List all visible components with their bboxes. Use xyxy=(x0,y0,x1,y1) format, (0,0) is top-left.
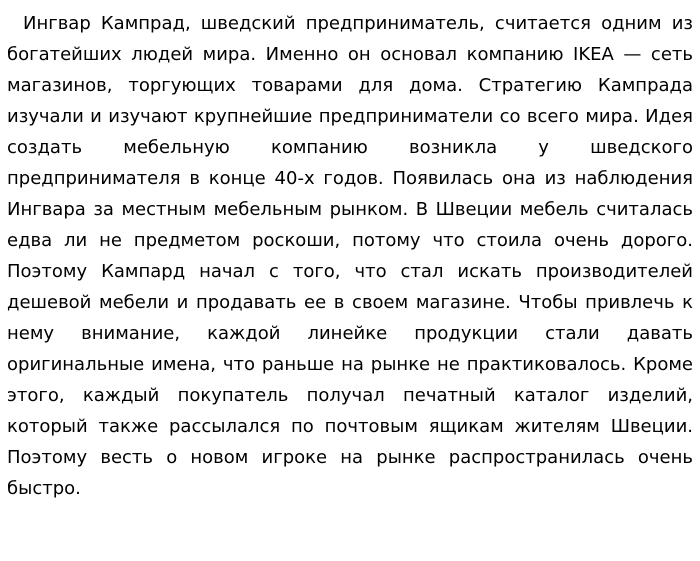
body-paragraph: Ингвар Кампрад, шведский предприниматель, считается одним из богатейших людей мира. Именно он основал компанию IKEA — сеть магазинов, торгующих товарами для дома. Стратегию Кампрада изучали и изучают крупнейшие предприниматели со всего мира. Идея создать мебельную компанию возникла у шведского предпринимателя в конце 40-х годов. Появилась она из наблюдения Ингвара за местным мебельным рынком. В Швеции мебель считалась едва ли не предметом роскоши, потому что стоила очень дорого. Поэтому Кампард начал с того, что стал искать производителей дешевой мебели и продавать ее в своем магазине. Чтобы привлечь к нему внимание, каждой линейке продукции стали давать оригинальные имена, что раньше на рынке не практиковалось. Кроме этого, каждый покупатель получал печатный каталог изделий, который также рассылался по почтовым ящикам жителям Швеции. Поэтому весть о новом игроке на рынке распространилась очень быстро. xyxy=(7,13,693,499)
